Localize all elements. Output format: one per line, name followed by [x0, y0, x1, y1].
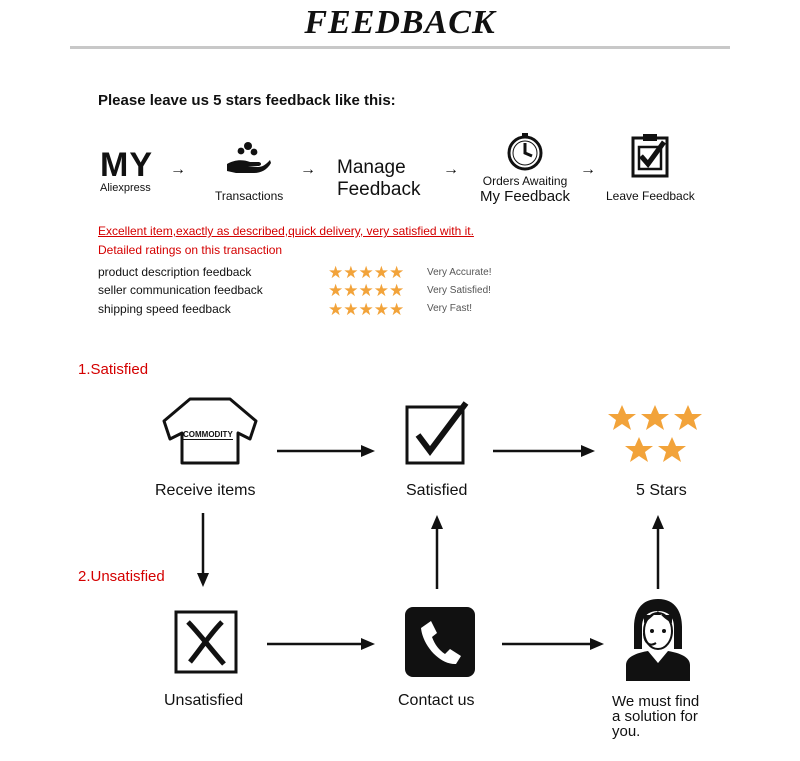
section-unsatisfied-heading: 2.Unsatisfied — [78, 568, 165, 585]
detailed-ratings-heading: Detailed ratings on this transaction — [98, 243, 283, 257]
rating-stars: ★★★★★ — [328, 263, 405, 282]
flow-arrow — [502, 636, 606, 657]
orders-awaiting-label: Orders Awaiting — [482, 174, 568, 188]
transactions-label: Transactions — [215, 189, 284, 203]
rating-stars: ★★★★★ — [328, 281, 405, 300]
phone-icon — [405, 607, 475, 682]
solution-text — [612, 694, 699, 739]
orders-awaiting-step — [480, 175, 570, 205]
flow-arrow-up — [650, 513, 666, 594]
commodity-label: COMMODITY — [183, 430, 233, 439]
rating-value: Very Satisfied! — [427, 285, 491, 296]
rating-stars: ★★★★★ — [328, 300, 405, 319]
my-logo-text: MY — [100, 146, 153, 184]
rating-label: product description feedback — [98, 265, 252, 279]
step-arrow: → — [170, 161, 186, 178]
unsatisfied-label: Unsatisfied — [164, 692, 244, 709]
section-satisfied-heading: 1.Satisfied — [78, 361, 149, 378]
title-divider — [70, 46, 730, 49]
contact-us-label: Contact us — [398, 692, 475, 709]
cross-box-icon — [174, 610, 238, 679]
satisfied-label: Satisfied — [406, 482, 468, 499]
step-arrow: → — [300, 161, 316, 178]
aliexpress-label: Aliexpress — [100, 182, 151, 194]
check-box-icon — [404, 401, 472, 472]
support-agent-icon — [622, 597, 694, 686]
solution-line: We must find — [612, 693, 700, 710]
rating-label: shipping speed feedback — [98, 302, 231, 316]
receive-items-label: Receive items — [155, 482, 256, 499]
five-stars-label: 5 Stars — [636, 482, 687, 499]
solution-line: a solution for — [612, 708, 698, 725]
flow-arrow — [277, 443, 377, 464]
my-feedback-label: My Feedback — [480, 188, 571, 205]
flow-arrow — [267, 636, 377, 657]
clipboard-check-icon — [630, 132, 672, 183]
step-my-aliexpress — [100, 148, 166, 194]
flow-arrow-down — [195, 513, 211, 594]
clock-icon — [505, 132, 545, 177]
rating-value: Very Accurate! — [427, 267, 492, 278]
leave-feedback-label: Leave Feedback — [606, 189, 695, 203]
page-title: FEEDBACK — [304, 4, 496, 41]
rating-value: Very Fast! — [427, 303, 473, 314]
hand-coins-icon — [224, 140, 272, 181]
step-arrow: → — [580, 161, 596, 178]
example-comment: Excellent item,exactly as described,quick delivery, very satisfied with it. — [98, 224, 474, 238]
feedback-label: Feedback — [337, 179, 421, 200]
flow-arrow — [493, 443, 597, 464]
solution-line: you. — [612, 723, 641, 740]
rating-label: seller communication feedback — [98, 283, 263, 297]
five-stars-icon — [607, 403, 707, 472]
manage-label: Manage — [337, 157, 406, 178]
step-arrow: → — [443, 161, 459, 178]
intro-text: Please leave us 5 stars feedback like this: — [98, 92, 396, 109]
manage-feedback-step — [337, 157, 420, 201]
flow-arrow-up — [429, 513, 445, 594]
